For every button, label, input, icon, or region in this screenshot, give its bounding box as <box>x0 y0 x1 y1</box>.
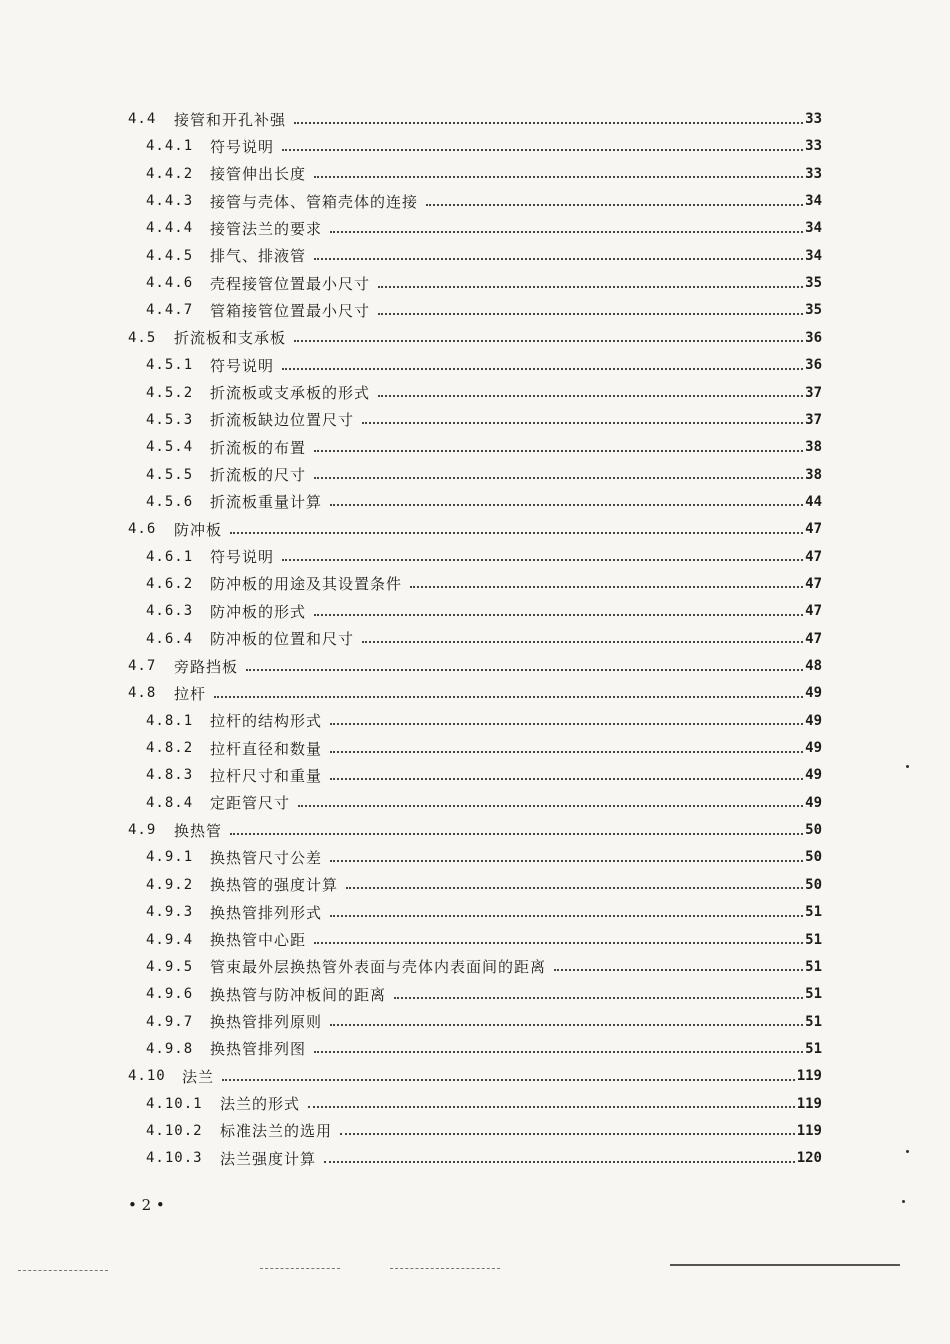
toc-subsection-entry[interactable] <box>146 545 822 569</box>
toc-section-entry[interactable] <box>128 681 822 705</box>
toc-subsection-entry[interactable] <box>146 216 822 240</box>
toc-entry-page: 44 <box>805 493 822 510</box>
toc-subsection-entry[interactable] <box>146 873 822 897</box>
toc-subsection-entry[interactable] <box>146 353 822 377</box>
dot-leader <box>362 640 803 643</box>
toc-entry-title: 折流板的布置 <box>210 438 307 457</box>
toc-entry-number: 4.9.5 <box>146 958 194 975</box>
toc-section-entry[interactable] <box>128 654 822 678</box>
toc-entry-title: 拉杆尺寸和重量 <box>210 766 323 785</box>
dot-leader <box>314 941 803 944</box>
scan-speck <box>906 765 909 768</box>
toc-entry-number: 4.9 <box>128 822 157 839</box>
toc-entry-title: 折流板或支承板的形式 <box>210 384 371 402</box>
toc-entry-number: 4.4 <box>128 111 157 127</box>
toc-entry-title: 管箱接管位置最小尺寸 <box>210 301 371 320</box>
toc-subsection-entry[interactable] <box>146 928 822 952</box>
toc-entry-page: 119 <box>796 1122 822 1139</box>
scan-edge-mark <box>390 1268 500 1269</box>
toc-entry-number: 4.6.1 <box>146 548 194 565</box>
dot-leader <box>330 230 803 233</box>
toc-entry-number: 4.8.1 <box>146 712 194 729</box>
dot-leader <box>330 750 803 753</box>
toc-entry-page: 50 <box>805 849 822 866</box>
toc-entry-number: 4.5 <box>128 329 157 346</box>
dot-leader <box>346 886 803 889</box>
toc-entry-page: 119 <box>796 1068 822 1085</box>
toc-subsection-entry[interactable] <box>146 408 822 432</box>
scan-speck <box>902 1200 905 1203</box>
dot-leader <box>426 203 803 206</box>
scan-edge-mark <box>260 1268 340 1269</box>
dot-leader <box>282 367 803 370</box>
toc-entry-number: 4.4.1 <box>146 138 194 155</box>
toc-entry-number: 4.6 <box>128 521 157 538</box>
dot-leader <box>554 968 803 971</box>
toc-entry-page: 36 <box>805 329 822 346</box>
toc-entry-title: 旁路挡板 <box>174 657 239 676</box>
toc-entry-title: 符号说明 <box>210 137 275 156</box>
dot-leader <box>330 777 803 780</box>
toc-entry-title: 壳程接管位置最小尺寸 <box>210 274 371 293</box>
dot-leader <box>282 558 803 561</box>
toc-subsection-entry[interactable] <box>146 244 822 268</box>
dot-leader <box>308 1105 795 1108</box>
toc-section-entry[interactable] <box>128 517 822 541</box>
scan-edge-mark <box>670 1264 900 1266</box>
toc-entry-page: 33 <box>805 111 822 127</box>
dot-leader <box>362 421 803 424</box>
toc-entry-number: 4.5.3 <box>146 411 194 428</box>
toc-entry-number: 4.8.2 <box>146 740 194 757</box>
toc-subsection-entry[interactable] <box>146 599 822 623</box>
toc-entry-title: 管束最外层换热管外表面与壳体内表面间的距离 <box>210 958 547 977</box>
toc-entry-number: 4.4.5 <box>146 247 194 264</box>
dot-leader <box>230 531 803 534</box>
toc-entry-number: 4.4.2 <box>146 165 194 182</box>
toc-entry-title: 拉杆 <box>174 684 207 703</box>
dot-leader <box>314 613 803 616</box>
dot-leader <box>314 449 803 452</box>
toc-entry-title: 换热管 <box>174 821 223 840</box>
toc-entry-number: 4.6.3 <box>146 603 194 620</box>
toc-entry-page: 51 <box>805 904 822 921</box>
toc-entry-page: 49 <box>805 767 822 784</box>
dot-leader <box>330 722 803 725</box>
toc-entry-page: 49 <box>805 794 822 811</box>
toc-subsection-entry[interactable] <box>146 162 822 186</box>
toc-subsection-entry[interactable] <box>146 627 822 651</box>
toc-subsection-entry[interactable] <box>146 463 822 487</box>
toc-entry-number: 4.9.8 <box>146 1040 194 1057</box>
toc-entry-number: 4.10.3 <box>146 1150 203 1167</box>
dot-leader <box>324 1160 795 1163</box>
toc-entry-page: 51 <box>805 1013 822 1030</box>
toc-subsection-entry[interactable] <box>146 1146 822 1170</box>
toc-entry-page: 50 <box>805 822 822 839</box>
toc-entry-page: 51 <box>805 1040 822 1057</box>
toc-section-entry[interactable] <box>128 818 822 842</box>
toc-entry-title: 防冲板的位置和尺寸 <box>210 630 355 649</box>
dot-leader <box>314 1050 803 1053</box>
dot-leader <box>246 668 803 671</box>
dot-leader <box>314 175 803 178</box>
toc-entry-title: 折流板重量计算 <box>210 493 323 512</box>
toc-entry-number: 4.5.1 <box>146 357 194 374</box>
toc-subsection-entry[interactable] <box>146 1010 822 1034</box>
dot-leader <box>330 503 803 506</box>
toc-entry-number: 4.10 <box>128 1068 166 1085</box>
toc-subsection-entry[interactable] <box>146 982 822 1006</box>
toc-entry-page: 34 <box>805 193 822 210</box>
toc-entry-title: 法兰 <box>182 1067 215 1086</box>
toc-entry-page: 38 <box>805 466 822 483</box>
toc-entry-number: 4.9.7 <box>146 1013 194 1030</box>
toc-entry-page: 47 <box>805 630 822 647</box>
dot-leader <box>330 914 803 917</box>
dot-leader <box>378 394 803 397</box>
toc-entry-title: 法兰强度计算 <box>220 1149 317 1168</box>
toc-entry-number: 4.7 <box>128 658 157 674</box>
toc-entry-title: 换热管中心距 <box>210 931 307 949</box>
toc-entry-title: 符号说明 <box>210 548 275 567</box>
toc-entry-page: 47 <box>805 521 822 538</box>
toc-entry-number: 4.8.4 <box>146 794 194 811</box>
toc-subsection-entry[interactable] <box>146 791 822 815</box>
toc-entry-title: 换热管尺寸公差 <box>210 848 323 867</box>
toc-entry-number: 4.10.1 <box>146 1095 203 1112</box>
toc-entry-page: 49 <box>805 685 822 702</box>
toc-subsection-entry[interactable] <box>146 736 822 760</box>
dot-leader <box>214 695 803 698</box>
toc-entry-page: 47 <box>805 548 822 565</box>
toc-entry-title: 接管伸出长度 <box>210 165 307 184</box>
toc-entry-page: 37 <box>805 384 822 401</box>
toc-entry-page: 38 <box>805 439 822 456</box>
toc-entry-title: 标准法兰的选用 <box>220 1122 333 1141</box>
toc-entry-page: 35 <box>805 275 822 292</box>
toc-subsection-entry[interactable] <box>146 763 822 787</box>
toc-entry-title: 换热管排列形式 <box>210 903 323 922</box>
toc-subsection-entry[interactable] <box>146 298 822 322</box>
dot-leader <box>378 312 803 315</box>
toc-entry-number: 4.8.3 <box>146 767 194 784</box>
toc-entry-number: 4.4.7 <box>146 302 194 319</box>
toc-entry-title: 排气、排液管 <box>210 247 307 266</box>
scan-speck <box>906 1150 909 1153</box>
toc-entry-number: 4.8 <box>128 685 157 702</box>
toc-entry-number: 4.6.4 <box>146 630 194 647</box>
page-number: • 2 • <box>128 1196 165 1214</box>
toc-entry-number: 4.5.5 <box>146 466 194 483</box>
dot-leader <box>330 859 803 862</box>
toc-entry-number: 4.5.4 <box>146 439 194 456</box>
toc-entry-title: 拉杆直径和数量 <box>210 739 323 758</box>
toc-entry-title: 接管与壳体、管箱壳体的连接 <box>210 192 419 211</box>
scan-edge-mark <box>18 1270 108 1271</box>
toc-subsection-entry[interactable] <box>146 134 822 158</box>
toc-entry-number: 4.4.4 <box>146 220 194 237</box>
toc-subsection-entry[interactable] <box>146 900 822 924</box>
toc-entry-page: 36 <box>805 357 822 374</box>
toc-entry-page: 49 <box>805 712 822 729</box>
dot-leader <box>294 121 803 124</box>
toc-entry-title: 符号说明 <box>210 356 275 375</box>
toc-section-entry[interactable] <box>128 1064 822 1088</box>
toc-entry-title: 拉杆的结构形式 <box>210 712 323 731</box>
toc-entry-number: 4.9.1 <box>146 849 194 866</box>
toc-entry-page: 34 <box>805 220 822 237</box>
toc-entry-page: 120 <box>796 1150 822 1167</box>
toc-entry-title: 防冲板的用途及其设置条件 <box>210 575 403 594</box>
dot-leader <box>230 832 803 835</box>
toc-entry-title: 折流板的尺寸 <box>210 466 307 485</box>
toc-entry-page: 37 <box>805 411 822 428</box>
toc-entry-title: 定距管尺寸 <box>210 794 291 813</box>
toc-entry-title: 防冲板的形式 <box>210 602 307 621</box>
dot-leader <box>378 285 803 288</box>
toc-entry-title: 换热管排列原则 <box>210 1013 323 1032</box>
dot-leader <box>314 476 803 479</box>
toc-subsection-entry[interactable] <box>146 490 822 514</box>
toc-subsection-entry[interactable] <box>146 709 822 733</box>
dot-leader <box>294 339 803 342</box>
toc-entry-number: 4.4.6 <box>146 275 194 292</box>
toc-entry-title: 法兰的形式 <box>220 1095 301 1114</box>
toc-entry-page: 48 <box>805 658 822 674</box>
toc-entry-title: 接管和开孔补强 <box>174 110 287 129</box>
toc-entry-page: 51 <box>805 986 822 1003</box>
toc-subsection-entry[interactable] <box>146 435 822 459</box>
toc-entry-title: 换热管排列图 <box>210 1040 307 1059</box>
toc-entry-page: 33 <box>805 138 822 155</box>
toc-subsection-entry[interactable] <box>146 1092 822 1116</box>
toc-subsection-entry[interactable] <box>146 572 822 596</box>
dot-leader <box>330 1023 803 1026</box>
toc-subsection-entry[interactable] <box>146 381 822 405</box>
toc-section-entry[interactable] <box>128 107 822 131</box>
toc-entry-title: 换热管的强度计算 <box>210 876 339 895</box>
toc-entry-title: 折流板和支承板 <box>174 329 287 348</box>
toc-entry-page: 34 <box>805 247 822 264</box>
dot-leader <box>222 1078 795 1081</box>
toc-entry-number: 4.9.3 <box>146 904 194 921</box>
toc-entry-number: 4.6.2 <box>146 575 194 592</box>
toc-subsection-entry[interactable] <box>146 845 822 869</box>
toc-entry-number: 4.4.3 <box>146 193 194 210</box>
toc-entry-page: 51 <box>805 958 822 975</box>
toc-entry-number: 4.5.2 <box>146 384 194 401</box>
toc-entry-title: 折流板缺边位置尺寸 <box>210 411 355 430</box>
dot-leader <box>394 996 803 999</box>
toc-entry-title: 换热管与防冲板间的距离 <box>210 985 387 1004</box>
toc-entry-number: 4.9.6 <box>146 986 194 1003</box>
toc-entry-page: 33 <box>805 165 822 182</box>
toc-section-entry[interactable] <box>128 326 822 350</box>
toc-entry-page: 35 <box>805 302 822 319</box>
toc-entry-page: 47 <box>805 603 822 620</box>
toc-entry-number: 4.9.2 <box>146 876 194 893</box>
toc-entry-number: 4.5.6 <box>146 493 194 510</box>
toc-subsection-entry[interactable] <box>146 1037 822 1061</box>
toc-subsection-entry[interactable] <box>146 189 822 213</box>
toc-entry-number: 4.9.4 <box>146 931 194 948</box>
toc-entry-number: 4.10.2 <box>146 1122 203 1139</box>
dot-leader <box>340 1132 795 1135</box>
dot-leader <box>298 804 803 807</box>
toc-entry-title: 接管法兰的要求 <box>210 219 323 238</box>
dot-leader <box>282 148 803 151</box>
dot-leader <box>410 585 803 588</box>
toc-entry-page: 49 <box>805 740 822 757</box>
toc-entry-title: 防冲板 <box>174 520 223 539</box>
toc-subsection-entry[interactable] <box>146 955 822 979</box>
toc-subsection-entry[interactable] <box>146 271 822 295</box>
toc-entry-page: 51 <box>805 931 822 948</box>
dot-leader <box>314 257 803 260</box>
toc-entry-page: 50 <box>805 876 822 893</box>
toc-entry-page: 47 <box>805 575 822 592</box>
toc-subsection-entry[interactable] <box>146 1119 822 1143</box>
toc-entry-page: 119 <box>796 1095 822 1112</box>
